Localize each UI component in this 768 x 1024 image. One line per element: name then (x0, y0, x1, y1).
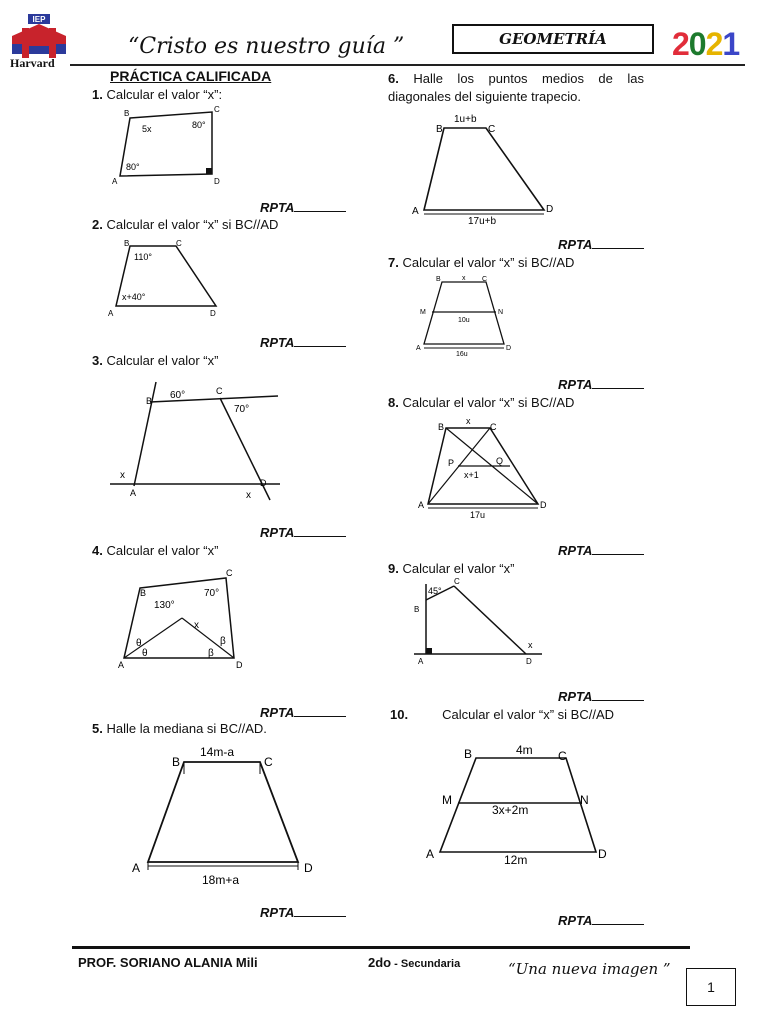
svg-text:C: C (488, 124, 496, 135)
svg-text:x: x (528, 640, 533, 650)
svg-text:β: β (220, 636, 226, 647)
svg-text:θ: θ (136, 638, 142, 649)
svg-text:A: A (412, 206, 419, 217)
svg-text:16u: 16u (456, 351, 468, 358)
svg-text:D: D (236, 660, 243, 670)
svg-text:A: A (426, 847, 435, 861)
answer-line-8: RPTA (558, 542, 644, 558)
svg-text:M: M (420, 309, 426, 316)
figure-2 (104, 238, 224, 320)
svg-text:D: D (598, 847, 607, 861)
svg-text:x+40°: x+40° (122, 292, 146, 302)
svg-text:C: C (558, 749, 567, 763)
svg-text:1u+b: 1u+b (454, 114, 477, 125)
question-3: 3. Calcular el valor “x” (92, 353, 219, 368)
svg-text:P: P (448, 458, 455, 468)
svg-text:D: D (526, 657, 532, 666)
answer-line-5: RPTA (260, 904, 346, 920)
svg-text:A: A (132, 861, 141, 875)
svg-text:D: D (210, 309, 216, 318)
svg-text:45°: 45° (428, 586, 442, 596)
figure-1 (110, 106, 230, 188)
svg-text:C: C (226, 568, 233, 578)
figure-8 (414, 416, 554, 524)
svg-text:70°: 70° (234, 404, 250, 415)
answer-line-10: RPTA (558, 912, 644, 928)
svg-text:D: D (546, 204, 554, 215)
svg-text:B: B (140, 588, 147, 598)
svg-text:x: x (194, 620, 199, 631)
figure-6 (410, 110, 560, 226)
svg-text:N: N (580, 793, 589, 807)
answer-line-9: RPTA (558, 688, 644, 704)
svg-text:60°: 60° (170, 390, 186, 401)
question-5: 5. Halle la mediana si BC//AD. (92, 721, 267, 736)
svg-text:17u+b: 17u+b (468, 216, 497, 226)
year: 2021 (672, 26, 740, 62)
svg-text:C: C (216, 386, 223, 396)
answer-line-1: RPTA (260, 199, 346, 215)
figure-5 (128, 742, 328, 890)
grade-level: 2do - Secundaria (368, 955, 461, 970)
footer-motto: “Una nueva imagen ” (508, 960, 671, 978)
svg-text:B: B (146, 396, 153, 406)
answer-line-7: RPTA (558, 376, 644, 392)
svg-text:C: C (454, 578, 460, 586)
answer-line-4: RPTA (260, 704, 346, 720)
subject-box: GEOMETRÍA (452, 24, 654, 54)
question-7: 7. Calcular el valor “x” si BC//AD (388, 255, 575, 270)
svg-text:B: B (124, 109, 130, 118)
svg-text:N: N (498, 309, 504, 316)
svg-text:M: M (442, 793, 452, 807)
svg-text:IEP: IEP (32, 15, 46, 24)
svg-text:D: D (304, 861, 313, 875)
answer-line-3: RPTA (260, 524, 346, 540)
question-10: 10. Calcular el valor “x” si BC//AD (390, 707, 615, 722)
svg-text:B: B (436, 124, 443, 135)
question-8: 8. Calcular el valor “x” si BC//AD (388, 395, 575, 410)
svg-text:D: D (260, 478, 267, 488)
svg-text:x: x (246, 490, 251, 501)
svg-text:4m: 4m (516, 743, 533, 757)
question-6: 6. Halle los puntos medios de las diagonales del siguiente trapecio. (388, 71, 644, 104)
question-2: 2. Calcular el valor “x” si BC//AD (92, 217, 279, 232)
svg-text:70°: 70° (204, 588, 220, 599)
svg-text:θ: θ (142, 648, 148, 659)
page-title: PRÁCTICA CALIFICADA (110, 68, 272, 84)
svg-text:A: A (418, 657, 424, 666)
logo-text: Harvard (10, 56, 55, 70)
svg-text:x: x (466, 416, 471, 426)
svg-text:B: B (438, 422, 445, 432)
svg-text:5x: 5x (142, 124, 152, 134)
svg-text:3x+2m: 3x+2m (492, 803, 529, 817)
figure-9 (410, 578, 544, 668)
svg-text:A: A (108, 309, 114, 318)
svg-text:18m+a: 18m+a (202, 873, 240, 887)
header-motto: “Cristo es nuestro guía ” (128, 34, 405, 59)
svg-text:C: C (176, 239, 182, 248)
answer-line-2: RPTA (260, 334, 346, 350)
svg-text:β: β (208, 648, 214, 659)
svg-text:B: B (464, 747, 473, 761)
svg-text:C: C (214, 106, 220, 114)
figure-7 (412, 272, 522, 358)
question-1: 1. Calcular el valor “x”: (92, 87, 223, 102)
figure-4 (118, 568, 248, 670)
svg-text:x+1: x+1 (464, 470, 479, 480)
svg-text:130°: 130° (154, 600, 175, 611)
svg-text:110°: 110° (134, 252, 152, 262)
svg-text:A: A (418, 500, 425, 510)
teacher-name: PROF. SORIANO ALANIA Mili (78, 955, 258, 970)
question-4: 4. Calcular el valor “x” (92, 543, 219, 558)
page-number: 1 (686, 968, 736, 1006)
question-9: 9. Calcular el valor “x” (388, 561, 515, 576)
svg-text:10u: 10u (458, 317, 470, 324)
svg-text:14m-a: 14m-a (200, 745, 235, 759)
svg-text:D: D (214, 177, 220, 186)
svg-text:A: A (112, 177, 118, 186)
svg-text:12m: 12m (504, 853, 528, 867)
svg-text:D: D (540, 500, 547, 510)
svg-text:A: A (130, 488, 137, 498)
svg-text:B: B (436, 276, 441, 283)
figure-10 (424, 740, 614, 870)
svg-text:80°: 80° (126, 162, 140, 172)
svg-text:x: x (120, 470, 125, 481)
svg-text:B: B (124, 239, 130, 248)
footer-divider (72, 946, 690, 949)
svg-text:C: C (490, 422, 497, 432)
svg-text:B: B (414, 605, 420, 614)
svg-text:A: A (416, 345, 421, 352)
svg-text:C: C (264, 755, 273, 769)
answer-line-6: RPTA (558, 236, 644, 252)
svg-text:Q: Q (496, 456, 504, 466)
svg-text:C: C (482, 276, 488, 283)
svg-text:x: x (462, 275, 466, 282)
svg-text:80°: 80° (192, 120, 206, 130)
svg-text:D: D (506, 345, 512, 352)
header-divider (70, 64, 745, 66)
svg-text:17u: 17u (470, 510, 486, 520)
svg-text:B: B (172, 755, 181, 769)
svg-text:A: A (118, 660, 125, 670)
figure-3 (110, 378, 290, 506)
